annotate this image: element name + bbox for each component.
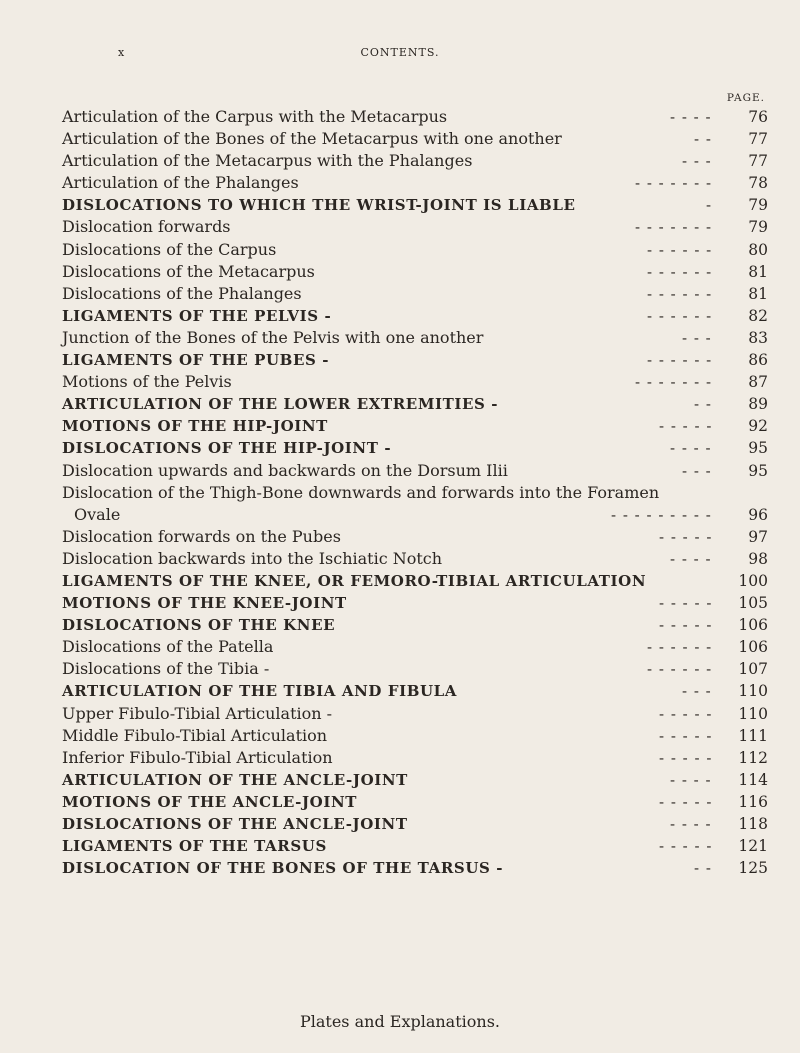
toc-entry-title: ARTICULATION OF THE TIBIA AND FIBULA <box>62 682 458 701</box>
toc-entry-title: Dislocation of the Thigh-Bone downwards and forwards into the Foramen <box>62 482 660 502</box>
toc-entry <box>62 371 768 393</box>
toc-entry-title: DISLOCATION OF THE BONES OF THE TARSUS - <box>62 859 504 878</box>
toc-entry <box>62 172 768 194</box>
toc-entry-title: Inferior Fibulo-Tibial Articulation <box>62 747 333 767</box>
toc-entry-leader: - - - - - - <box>647 660 713 679</box>
toc-entry <box>62 769 768 791</box>
toc-entry-title: MOTIONS OF THE KNEE-JOINT <box>62 594 347 613</box>
toc-entry-page: 96 <box>748 505 768 524</box>
toc-entry-title: Articulation of the Bones of the Metacarpus with one another <box>62 129 562 149</box>
toc-entry-leader: - - - - - - - - - <box>611 505 712 524</box>
toc-entry-title: MOTIONS OF THE ANCLE-JOINT <box>62 792 358 811</box>
toc-entry-page: 86 <box>748 351 768 370</box>
toc-entry-title: Middle Fibulo-Tibial Articulation <box>62 725 328 745</box>
toc-entry <box>62 526 768 548</box>
toc-entry <box>62 415 768 437</box>
toc-entry <box>62 835 768 857</box>
toc-entry-leader: - - - <box>682 682 712 701</box>
toc-entry <box>62 460 768 482</box>
toc-entry-page: 92 <box>748 417 768 436</box>
toc-entry-page: 121 <box>738 837 768 856</box>
toc-entry <box>62 327 768 349</box>
toc-entry <box>62 813 768 835</box>
toc-entry <box>62 283 768 305</box>
footer-note: Plates and Explanations. <box>299 1012 500 1031</box>
toc-entry-leader: - - - - - <box>659 792 713 811</box>
toc-entry-title: DISLOCATIONS OF THE KNEE <box>62 616 336 635</box>
toc-entry-leader: - - - - - <box>659 837 713 856</box>
toc-entry-page: 125 <box>738 859 768 878</box>
toc-entry-leader: - - - - - - - <box>635 373 713 392</box>
toc-entry-title: Articulation of the Phalanges <box>62 173 299 193</box>
toc-entry <box>62 393 768 415</box>
toc-entry-page: 95 <box>748 461 768 480</box>
page-header <box>0 46 800 66</box>
toc-entry-title: Dislocations of the Metacarpus <box>62 261 315 281</box>
toc-entry-page: 76 <box>748 108 768 126</box>
toc-entry <box>62 658 768 680</box>
toc-entry-page: 77 <box>748 130 768 149</box>
running-title: CONTENTS. <box>360 46 440 59</box>
toc-entry <box>62 482 768 504</box>
toc-entry-title: DISLOCATIONS OF THE HIP-JOINT - <box>62 439 392 458</box>
toc-entry-title: MOTIONS OF THE HIP-JOINT <box>62 417 328 436</box>
toc-entry <box>62 548 768 570</box>
toc-entry-page: 79 <box>748 196 768 215</box>
toc-entry-leader: - - - - - - <box>647 351 713 370</box>
toc-entry-leader: - - - - - <box>659 527 713 546</box>
toc-entry <box>62 504 768 526</box>
toc-entry-leader: - - - - - <box>659 748 713 767</box>
toc-entry-page: 106 <box>738 616 768 635</box>
toc-entry-page: 110 <box>738 682 768 701</box>
toc-entry <box>62 261 768 283</box>
toc-entry <box>62 636 768 658</box>
toc-entry-title: LIGAMENTS OF THE PELVIS - <box>62 306 332 325</box>
toc-entry-leader: - - - - - - <box>647 638 713 657</box>
toc-entry-title: Dislocation backwards into the Ischiatic Notch <box>62 548 443 568</box>
toc-entry-title: Articulation of the Carpus with the Metacarpus <box>62 107 448 126</box>
toc-entry <box>62 106 768 128</box>
toc-entry <box>62 725 768 747</box>
toc-entry <box>62 150 768 172</box>
toc-entry-title: Dislocation forwards on the Pubes <box>62 526 341 546</box>
toc-entry <box>62 437 768 459</box>
toc-entry-title: Dislocations of the Patella <box>62 637 274 657</box>
toc-entry <box>62 614 768 636</box>
toc-entry-leader: - - - - - - <box>647 240 713 259</box>
toc-entry-title: Dislocations of the Carpus <box>62 239 277 259</box>
toc-entry <box>62 239 768 261</box>
toc-entry-title: LIGAMENTS OF THE TARSUS <box>62 837 327 856</box>
toc-entry-leader: - - <box>694 130 712 149</box>
page-column-label: PAGE. <box>726 92 765 104</box>
toc-entry <box>62 216 768 238</box>
toc-entry-leader: - - - <box>682 328 712 347</box>
toc-entry <box>62 791 768 813</box>
toc-entry <box>62 128 768 150</box>
toc-entry-page: 112 <box>738 748 768 767</box>
toc-entry-leader: - - - <box>682 461 712 480</box>
toc-entry-page: 78 <box>748 174 768 193</box>
toc-entry-title: LIGAMENTS OF THE PUBES - <box>62 351 330 370</box>
toc-entry-page: 100 <box>738 571 768 590</box>
toc-entry-title: ARTICULATION OF THE LOWER EXTREMITIES - <box>62 395 499 414</box>
toc-entry-page: 105 <box>738 594 768 613</box>
toc-entry-leader: - - <box>694 395 712 414</box>
toc-entry-title: Ovale <box>74 504 121 524</box>
toc-entry <box>62 570 768 592</box>
toc-entry <box>62 592 768 614</box>
toc-entry-page: 77 <box>748 152 768 171</box>
toc-entry-page: 98 <box>748 549 768 568</box>
toc-entry-leader: - - - - <box>670 549 712 568</box>
toc-entry-leader: - - - - - - <box>647 284 713 303</box>
toc-entry-title: LIGAMENTS OF THE KNEE, OR FEMORO-TIBIAL ARTICULATION <box>62 571 647 590</box>
toc-entry-leader: - - - - - - <box>647 306 713 325</box>
toc-entry <box>62 703 768 725</box>
toc-entry-leader: - <box>706 196 713 215</box>
toc-entry-page: 89 <box>748 395 768 414</box>
toc-entry <box>62 349 768 371</box>
page-folio: x <box>118 46 126 59</box>
toc-entry-leader: - - - - <box>670 815 712 833</box>
toc-entry <box>62 305 768 327</box>
toc-entry-title: Motions of the Pelvis <box>62 372 232 392</box>
toc-entry-page: 81 <box>748 284 768 303</box>
toc-entry <box>62 747 768 769</box>
toc-entry-title: DISLOCATIONS OF THE ANCLE-JOINT <box>62 815 408 833</box>
toc-entry-leader: - - - - - <box>659 726 713 745</box>
toc-entry-leader: - - - - <box>670 108 712 126</box>
toc-entry-leader: - - - - - - - <box>635 218 713 237</box>
toc-entry-page: 111 <box>738 726 768 745</box>
toc-entry-title: Dislocation forwards <box>62 217 231 237</box>
toc-entry-page: 97 <box>748 527 768 546</box>
toc-entry-title: ARTICULATION OF THE ANCLE-JOINT <box>62 770 408 789</box>
toc-entry-leader: - - - - - - <box>647 262 713 281</box>
toc-entry-title: Upper Fibulo-Tibial Articulation - <box>62 703 333 723</box>
toc-entry <box>62 857 768 879</box>
toc-entry-title: Junction of the Bones of the Pelvis with one another <box>62 327 484 347</box>
toc-entry <box>62 194 768 216</box>
toc-entry-leader: - - - - - <box>659 417 713 436</box>
toc-entry-title: Dislocations of the Phalanges <box>62 283 302 303</box>
toc-entry-page: 116 <box>738 792 768 811</box>
toc-entry-leader: - - - - - <box>659 594 713 613</box>
toc-entry-title: Dislocation upwards and backwards on the Dorsum Ilii <box>62 460 508 480</box>
toc-entry-leader: - - - <box>682 152 712 171</box>
toc-entry-page: 83 <box>748 328 768 347</box>
toc-entry-page: 118 <box>738 815 768 833</box>
toc-entry-page: 114 <box>738 770 768 789</box>
toc-entry-leader: - - - - - - - <box>635 174 713 193</box>
toc-entry-page: 81 <box>748 262 768 281</box>
toc-entry-page: 80 <box>748 240 768 259</box>
toc-entry-leader: - - - - <box>670 439 712 458</box>
toc-entry-page: 95 <box>748 439 768 458</box>
toc-entry-page: 87 <box>748 373 768 392</box>
toc-entry-leader: - - - - <box>670 770 712 789</box>
toc-entry <box>62 680 768 702</box>
toc-entry-title: Dislocations of the Tibia - <box>62 659 270 679</box>
toc-entry-page: 110 <box>738 704 768 723</box>
table-of-contents <box>62 106 768 879</box>
toc-entry-page: 107 <box>738 660 768 679</box>
toc-entry-leader: - - - - - <box>659 704 713 723</box>
toc-entry-page: 82 <box>748 306 768 325</box>
toc-entry-leader: - - - - - <box>659 616 713 635</box>
toc-entry-leader: - - <box>694 859 712 878</box>
toc-entry-page: 79 <box>748 218 768 237</box>
toc-entry-page: 106 <box>738 638 768 657</box>
toc-entry-title: DISLOCATIONS TO WHICH THE WRIST-JOINT IS LIABLE <box>62 196 576 215</box>
toc-entry-title: Articulation of the Metacarpus with the Phalanges <box>62 151 473 171</box>
